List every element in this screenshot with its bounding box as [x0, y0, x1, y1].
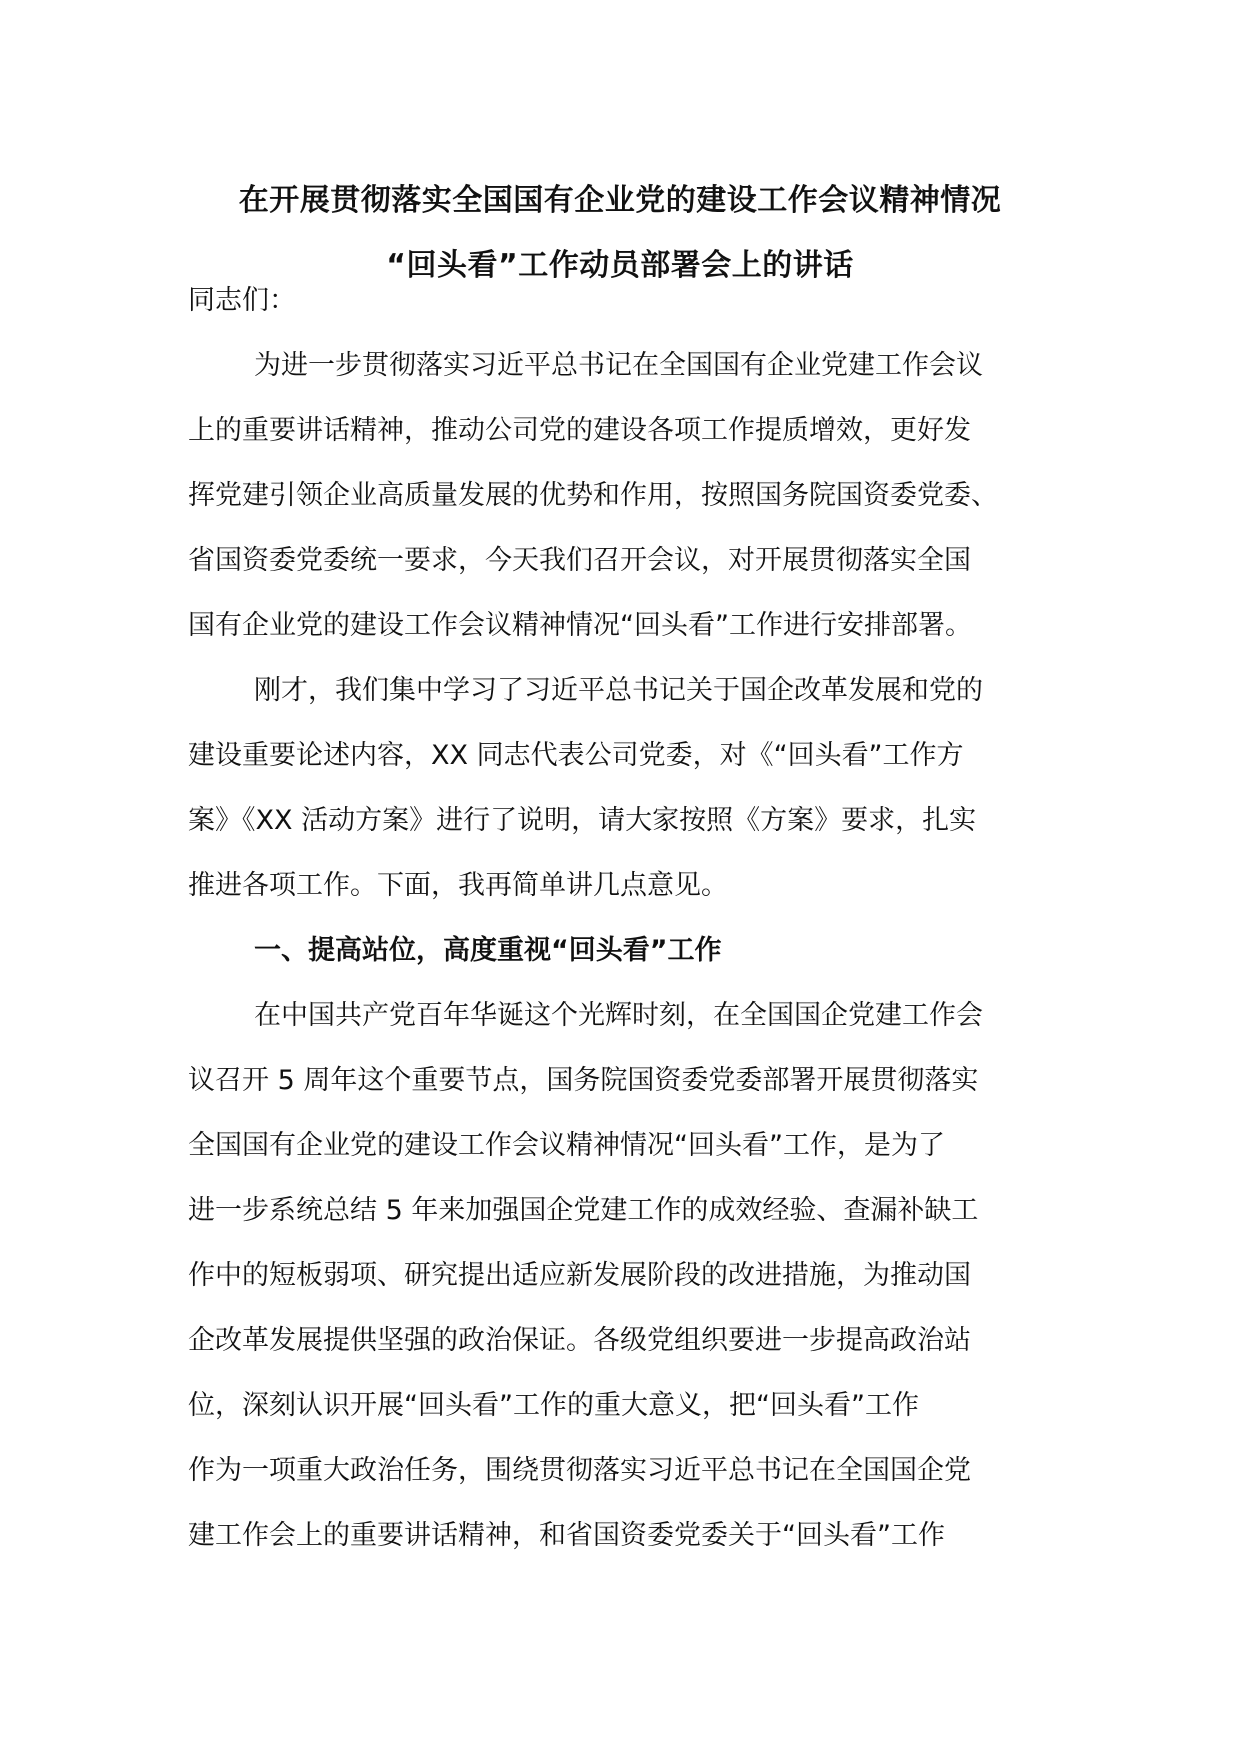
title-line-1: 在开展贯彻落实全国国有企业党的建设工作会议精神情况 — [238, 183, 1002, 218]
paragraph-line: 议召开 5 周年这个重要节点，国务院国资委党委部署开展贯彻落实 — [188, 1065, 979, 1096]
paragraph-line: 企改革发展提供坚强的政治保证。各级党组织要进一步提高政治站 — [188, 1325, 971, 1356]
paragraph-line: 建工作会上的重要讲话精神，和省国资委党委关于“回头看”工作 — [188, 1520, 945, 1551]
paragraph-line: 为进一步贯彻落实习近平总书记在全国国有企业党建工作会议 — [254, 350, 983, 381]
salutation: 同志们： — [188, 285, 296, 316]
paragraph-line: 作中的短板弱项、研究提出适应新发展阶段的改进措施，为推动国 — [188, 1260, 971, 1291]
paragraph-2 — [188, 658, 1056, 918]
paragraph-line: 作为一项重大政治任务，围绕贯彻落实习近平总书记在全国国企党 — [188, 1455, 971, 1486]
paragraph-line: 国有企业党的建设工作会议精神情况“回头看”工作进行安排部署。 — [188, 610, 972, 641]
paragraph-line: 案》《XX 活动方案》进行了说明，请大家按照《方案》要求，扎实 — [188, 805, 977, 836]
paragraph-line: 建设重要论述内容，XX 同志代表公司党委，对《“回头看”工作方 — [188, 740, 964, 771]
paragraph-line: 进一步系统总结 5 年来加强国企党建工作的成效经验、查漏补缺工 — [188, 1195, 979, 1226]
paragraph-line: 刚才，我们集中学习了习近平总书记关于国企改革发展和党的 — [254, 675, 983, 706]
paragraph-line: 挥党建引领企业高质量发展的优势和作用，按照国务院国资委党委、 — [188, 480, 998, 511]
section-heading-1: 一、提高站位，高度重视“回头看”工作 — [254, 935, 722, 966]
paragraph-line: 全国国有企业党的建设工作会议精神情况“回头看”工作，是为了 — [188, 1130, 945, 1161]
paragraph-line: 省国资委党委统一要求，今天我们召开会议，对开展贯彻落实全国 — [188, 545, 971, 576]
paragraph-1 — [188, 333, 1056, 658]
paragraph-line: 上的重要讲话精神，推动公司党的建设各项工作提质增效，更好发 — [188, 415, 971, 446]
paragraph-line: 位，深刻认识开展“回头看”工作的重大意义，把“回头看”工作 — [188, 1390, 919, 1421]
paragraph-3 — [188, 983, 1056, 1568]
title-line-2: “回头看”工作动员部署会上的讲话 — [386, 248, 854, 283]
document-body — [188, 268, 1056, 1568]
paragraph-line: 推进各项工作。下面，我再简单讲几点意见。 — [188, 870, 728, 901]
paragraph-line: 在中国共产党百年华诞这个光辉时刻，在全国国企党建工作会 — [254, 1000, 983, 1031]
